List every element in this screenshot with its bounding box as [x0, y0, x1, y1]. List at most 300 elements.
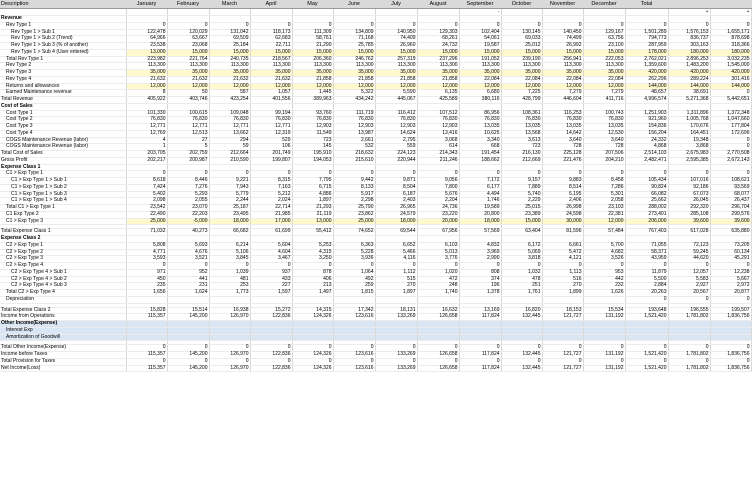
cell-value[interactable]: 27	[167, 137, 209, 144]
cell-value[interactable]: 108,361	[501, 110, 542, 117]
cell-value[interactable]	[625, 103, 668, 110]
row-label[interactable]: COGS Maintenance Revenue (labor)	[0, 144, 126, 151]
cell-value[interactable]: 6,652	[375, 242, 417, 249]
cell-value[interactable]: 4,886	[292, 191, 333, 198]
cell-value[interactable]	[126, 103, 167, 110]
cell-value[interactable]: 12,000	[333, 83, 375, 90]
cell-value[interactable]: 113,300	[375, 63, 417, 70]
cell-value[interactable]: 111,719	[333, 110, 375, 117]
cell-value[interactable]: 301,416	[710, 76, 751, 83]
cell-value[interactable]: 0	[459, 263, 501, 270]
row-label[interactable]: Returns and allowances	[0, 83, 126, 90]
column-header[interactable]: April	[250, 0, 292, 9]
cell-value[interactable]: 90,824	[625, 184, 668, 191]
cell-value[interactable]: 5,013	[417, 249, 459, 256]
cell-value[interactable]: 403,746	[167, 97, 209, 104]
cell-value[interactable]: 15,272	[250, 307, 292, 314]
cell-value[interactable]: 0	[167, 358, 209, 365]
cell-value[interactable]	[292, 296, 333, 303]
row-label[interactable]: Total Revenue	[0, 97, 126, 104]
cell-value[interactable]	[459, 321, 501, 328]
cell-value[interactable]: 836,737	[668, 36, 710, 43]
cell-value[interactable]: 5,106	[209, 249, 250, 256]
cell-value[interactable]: 25,012	[501, 43, 542, 50]
cell-value[interactable]: 0	[710, 144, 751, 151]
cell-value[interactable]	[542, 334, 583, 341]
cell-value[interactable]: 7,172	[459, 178, 501, 185]
cell-value[interactable]: 145,200	[167, 352, 209, 359]
cell-value[interactable]: 2,482,471	[625, 157, 668, 164]
cell-value[interactable]: 2,762,021	[625, 56, 668, 63]
cell-value[interactable]: 133,269	[375, 314, 417, 321]
cell-value[interactable]: 3,613	[501, 137, 542, 144]
cell-value[interactable]: 144,000	[625, 83, 668, 90]
cell-value[interactable]: 0	[167, 22, 209, 29]
cell-value[interactable]: 239,190	[501, 56, 542, 63]
cell-value[interactable]	[583, 296, 625, 303]
cell-value[interactable]: 2,675,983	[668, 151, 710, 158]
cell-value[interactable]	[167, 296, 209, 303]
cell-value[interactable]: 15,000	[333, 49, 375, 56]
cell-value[interactable]: 9,442	[333, 178, 375, 185]
cell-value[interactable]: 44,620	[668, 256, 710, 263]
cell-value[interactable]: 124,326	[292, 365, 333, 372]
row-label[interactable]: C2 > Exp Type 4	[0, 263, 126, 270]
cell-value[interactable]: 3,868	[668, 144, 710, 151]
cell-value[interactable]: 248	[417, 283, 459, 290]
cell-value[interactable]: 0	[417, 358, 459, 365]
cell-value[interactable]: 122,836	[250, 365, 292, 372]
cell-value[interactable]: 0	[583, 358, 625, 365]
cell-value[interactable]: 12,238	[710, 269, 751, 276]
cell-value[interactable]: 71,168	[333, 36, 375, 43]
cell-value[interactable]: 8,504	[375, 184, 417, 191]
cell-value[interactable]	[250, 164, 292, 171]
cell-value[interactable]: 92,186	[668, 184, 710, 191]
cell-value[interactable]: 0	[209, 171, 250, 178]
cell-value[interactable]: 210,590	[209, 157, 250, 164]
cell-value[interactable]: 5,693	[167, 242, 209, 249]
cell-value[interactable]: 126,970	[209, 352, 250, 359]
cell-value[interactable]: 0	[292, 345, 333, 352]
cell-value[interactable]: 35,000	[292, 70, 333, 77]
cell-value[interactable]: 12,000	[501, 83, 542, 90]
cell-value[interactable]: 441	[167, 276, 209, 283]
cell-value[interactable]: 3,467	[250, 256, 292, 263]
cell-value[interactable]: 0	[375, 345, 417, 352]
cell-value[interactable]: 21,293	[292, 205, 333, 212]
cell-value[interactable]: 0	[333, 358, 375, 365]
cell-value[interactable]: 144,000	[710, 83, 751, 90]
cell-value[interactable]: 253	[209, 283, 250, 290]
cell-value[interactable]: 0	[292, 22, 333, 29]
cell-value[interactable]: 131,192	[583, 352, 625, 359]
cell-value[interactable]: 952	[167, 269, 209, 276]
column-header[interactable]: October	[501, 0, 542, 9]
cell-value[interactable]	[501, 327, 542, 334]
cell-value[interactable]: 0	[459, 171, 501, 178]
cell-value[interactable]: 121,727	[542, 314, 583, 321]
cell-value[interactable]: 0	[710, 263, 751, 270]
cell-value[interactable]: 113,300	[167, 63, 209, 70]
row-label[interactable]: Earned Maintenance revenue	[0, 90, 126, 97]
cell-value[interactable]: 878	[292, 269, 333, 276]
cell-value[interactable]: 0	[501, 263, 542, 270]
cell-value[interactable]: 0	[209, 345, 250, 352]
cell-value[interactable]	[333, 321, 375, 328]
cell-value[interactable]: 12,771	[209, 124, 250, 131]
cell-value[interactable]	[583, 16, 625, 23]
cell-value[interactable]: 2,098	[126, 198, 167, 205]
cell-value[interactable]: 199,507	[710, 307, 751, 314]
cell-value[interactable]: 5,322	[333, 90, 375, 97]
cell-value[interactable]: 971	[126, 269, 167, 276]
cell-value[interactable]: 21,985	[250, 211, 292, 218]
cell-value[interactable]: 1,113	[542, 269, 583, 276]
cell-value[interactable]: 12,000	[459, 83, 501, 90]
cell-value[interactable]: 35,000	[375, 70, 417, 77]
cell-value[interactable]: 113,300	[209, 63, 250, 70]
cell-value[interactable]: 72,123	[668, 242, 710, 249]
cell-value[interactable]	[501, 164, 542, 171]
cell-value[interactable]: 9,883	[542, 178, 583, 185]
cell-value[interactable]: 5,779	[209, 191, 250, 198]
cell-value[interactable]: 3,969	[459, 249, 501, 256]
cell-value[interactable]: 21,858	[292, 76, 333, 83]
cell-value[interactable]: 35,000	[417, 70, 459, 77]
cell-value[interactable]: 3,640	[542, 137, 583, 144]
row-label[interactable]: C2 > Exp Type 4 > Sub 2	[0, 276, 126, 283]
cell-value[interactable]: 76,830	[459, 117, 501, 124]
cell-value[interactable]: 0	[250, 358, 292, 365]
row-label[interactable]: Rev Type 4	[0, 76, 126, 83]
cell-value[interactable]: 21,632	[250, 76, 292, 83]
cell-value[interactable]: 0	[668, 345, 710, 352]
cell-value[interactable]	[209, 321, 250, 328]
cell-value[interactable]: 21,858	[375, 76, 417, 83]
cell-value[interactable]: 1,005,768	[668, 117, 710, 124]
cell-value[interactable]: 0	[333, 171, 375, 178]
cell-value[interactable]: 9,221	[209, 178, 250, 185]
row-label[interactable]: Rev Type 1 > Sub 2 (Trend)	[0, 36, 126, 43]
cell-value[interactable]: 1,020	[417, 269, 459, 276]
cell-value[interactable]: 39,600	[668, 218, 710, 225]
cell-value[interactable]: 423,254	[209, 97, 250, 104]
cell-value[interactable]: 213	[292, 283, 333, 290]
cell-value[interactable]: 9,056	[417, 178, 459, 185]
cell-value[interactable]: 5,466	[375, 249, 417, 256]
cell-value[interactable]: 193,648	[625, 307, 668, 314]
cell-value[interactable]: 122,836	[250, 314, 292, 321]
cell-value[interactable]: 303,163	[668, 43, 710, 50]
cell-value[interactable]	[583, 327, 625, 334]
cell-value[interactable]: 428,799	[501, 97, 542, 104]
cell-value[interactable]: 18,153	[542, 307, 583, 314]
cell-value[interactable]: 0	[710, 22, 751, 29]
cell-value[interactable]	[417, 16, 459, 23]
cell-value[interactable]: 45,291	[710, 256, 751, 263]
cell-value[interactable]: 113,300	[417, 63, 459, 70]
cell-value[interactable]: 180,000	[710, 49, 751, 56]
cell-value[interactable]: 24,732	[417, 43, 459, 50]
cell-value[interactable]: 26,045	[668, 198, 710, 205]
cell-value[interactable]: 35,000	[209, 70, 250, 77]
cell-value[interactable]: 58,371	[625, 249, 668, 256]
cell-value[interactable]: 113,300	[542, 63, 583, 70]
cell-value[interactable]	[417, 164, 459, 171]
cell-value[interactable]	[126, 327, 167, 334]
cell-value[interactable]: 14,642	[542, 130, 583, 137]
cell-value[interactable]: 3,776	[417, 256, 459, 263]
cell-value[interactable]: 259	[333, 283, 375, 290]
cell-value[interactable]	[459, 334, 501, 341]
cell-value[interactable]: 1,372,348	[710, 110, 751, 117]
cell-value[interactable]: 131,042	[209, 29, 250, 36]
cell-value[interactable]: 7,943	[209, 184, 250, 191]
cell-value[interactable]: 93,760	[292, 110, 333, 117]
cell-value[interactable]: 222,053	[583, 56, 625, 63]
cell-value[interactable]: 4,771	[126, 249, 167, 256]
cell-value[interactable]: 73,205	[710, 242, 751, 249]
cell-value[interactable]: 195,910	[292, 151, 333, 158]
cell-value[interactable]: 0	[209, 358, 250, 365]
cell-value[interactable]: 40,273	[167, 229, 209, 236]
cell-value[interactable]: 0	[417, 171, 459, 178]
cell-value[interactable]: 1,897	[292, 198, 333, 205]
cell-value[interactable]: 232	[583, 283, 625, 290]
cell-value[interactable]: 6,363	[333, 242, 375, 249]
cell-value[interactable]: 69,544	[375, 229, 417, 236]
cell-value[interactable]: 0	[542, 358, 583, 365]
row-label[interactable]: Rev Type 1 > Sub 4 (User entered)	[0, 49, 126, 56]
cell-value[interactable]: 20,567	[668, 290, 710, 297]
row-label[interactable]: Total Expense Class 2	[0, 307, 126, 314]
cell-value[interactable]: 3,032,235	[710, 56, 751, 63]
cell-value[interactable]: 13,987	[333, 130, 375, 137]
row-label[interactable]: C1 > Exp Type 1 > Sub 2	[0, 184, 126, 191]
cell-value[interactable]: 2,661	[333, 137, 375, 144]
column-header[interactable]: September	[459, 0, 501, 9]
cell-value[interactable]: 76,830	[542, 117, 583, 124]
cell-value[interactable]: 0	[501, 345, 542, 352]
column-header[interactable]: July	[375, 0, 417, 9]
cell-value[interactable]	[459, 16, 501, 23]
cell-value[interactable]: 2,672,143	[710, 157, 751, 164]
cell-value[interactable]: 18,000	[375, 218, 417, 225]
cell-value[interactable]: 140,950	[375, 29, 417, 36]
cell-value[interactable]: 0	[625, 171, 668, 178]
cell-value[interactable]	[542, 164, 583, 171]
cell-value[interactable]	[501, 16, 542, 23]
cell-value[interactable]: 1,032	[501, 269, 542, 276]
cell-value[interactable]: 289,224	[668, 76, 710, 83]
cell-value[interactable]: 2,896,253	[668, 56, 710, 63]
cell-value[interactable]: 191,052	[459, 56, 501, 63]
column-header[interactable]: August	[417, 0, 459, 9]
cell-value[interactable]: 57,569	[459, 229, 501, 236]
cell-value[interactable]: 5,301	[583, 191, 625, 198]
cell-value[interactable]: 188,662	[459, 157, 501, 164]
cell-value[interactable]: 6,195	[542, 191, 583, 198]
cell-value[interactable]: 121,727	[542, 352, 583, 359]
cell-value[interactable]: 14,315	[292, 307, 333, 314]
cell-value[interactable]: 22,203	[167, 211, 209, 218]
cell-value[interactable]: 728	[542, 144, 583, 151]
cell-value[interactable]	[459, 103, 501, 110]
cell-value[interactable]: 25,662	[625, 198, 668, 205]
cell-value[interactable]	[209, 16, 250, 23]
cell-value[interactable]: 25,187	[209, 205, 250, 212]
cell-value[interactable]: 12,000	[292, 83, 333, 90]
cell-value[interactable]: 294	[209, 137, 250, 144]
cell-value[interactable]: 86,956	[459, 110, 501, 117]
cell-value[interactable]: 25,790	[333, 205, 375, 212]
cell-value[interactable]: 66,082	[625, 191, 668, 198]
cell-value[interactable]: 206,360	[292, 56, 333, 63]
cell-value[interactable]: 0	[625, 358, 668, 365]
row-label[interactable]: C1 > Exp Type 1 > Sub 4	[0, 198, 126, 205]
cell-value[interactable]: 492	[333, 276, 375, 283]
row-label[interactable]: C2 > Exp Type 4 > Sub 1	[0, 269, 126, 276]
cell-value[interactable]: 108,621	[710, 178, 751, 185]
cell-value[interactable]: 221,476	[542, 157, 583, 164]
cell-value[interactable]: 6,135	[417, 90, 459, 97]
cell-value[interactable]: 170,676	[668, 124, 710, 131]
cell-value[interactable]: 425,589	[417, 97, 459, 104]
cell-value[interactable]: 1,781,802	[668, 365, 710, 372]
cell-value[interactable]: 5,069	[501, 249, 542, 256]
cell-value[interactable]: 0	[668, 22, 710, 29]
cell-value[interactable]: 12,000	[375, 83, 417, 90]
cell-value[interactable]: 0	[583, 22, 625, 29]
row-label[interactable]: C1 Exp Type 2	[0, 211, 126, 218]
cell-value[interactable]: 12,000	[126, 83, 167, 90]
cell-value[interactable]: 12,000	[209, 83, 250, 90]
cell-value[interactable]: 1,597	[250, 290, 292, 297]
cell-value[interactable]: 2,024	[250, 198, 292, 205]
cell-value[interactable]: 6,715	[292, 184, 333, 191]
cell-value[interactable]: 794,773	[625, 36, 668, 43]
cell-value[interactable]: 76,830	[167, 117, 209, 124]
cell-value[interactable]: 532	[333, 144, 375, 151]
cell-value[interactable]: 12,000	[583, 83, 625, 90]
row-label[interactable]: Cost Type 2	[0, 117, 126, 124]
cell-value[interactable]: 318,366	[710, 43, 751, 50]
row-label[interactable]: Rev Type 2	[0, 63, 126, 70]
cell-value[interactable]: 74,652	[333, 229, 375, 236]
cell-value[interactable]	[333, 16, 375, 23]
cell-value[interactable]: 20,800	[459, 211, 501, 218]
cell-value[interactable]	[209, 296, 250, 303]
cell-value[interactable]: 22,084	[583, 76, 625, 83]
cell-value[interactable]: 529	[250, 137, 292, 144]
cell-value[interactable]: 420,000	[710, 70, 751, 77]
cell-value[interactable]: 6,177	[459, 184, 501, 191]
cell-value[interactable]: 1,624	[167, 290, 209, 297]
cell-value[interactable]: 129,167	[583, 29, 625, 36]
cell-value[interactable]: 0	[459, 345, 501, 352]
cell-value[interactable]: 206,000	[625, 218, 668, 225]
row-label[interactable]: Total Cost of Sales	[0, 151, 126, 158]
cell-value[interactable]: 76,830	[292, 117, 333, 124]
cell-value[interactable]: 19,589	[459, 205, 501, 212]
cell-value[interactable]: 19,587	[459, 43, 501, 50]
cell-value[interactable]: 35,000	[167, 70, 209, 77]
cell-value[interactable]: 15,000	[167, 49, 209, 56]
cell-value[interactable]: 133,269	[375, 365, 417, 372]
cell-value[interactable]: 0	[668, 358, 710, 365]
cell-value[interactable]: 76,830	[333, 117, 375, 124]
cell-value[interactable]: 35,000	[501, 70, 542, 77]
cell-value[interactable]: 100,615	[167, 110, 209, 117]
cell-value[interactable]: 2,770,508	[710, 151, 751, 158]
cell-value[interactable]: 113,300	[126, 63, 167, 70]
cell-value[interactable]: 60,134	[710, 249, 751, 256]
cell-value[interactable]: 76,830	[375, 117, 417, 124]
cell-value[interactable]: 0	[417, 263, 459, 270]
cell-value[interactable]: 201,749	[250, 151, 292, 158]
column-header[interactable]	[668, 0, 710, 9]
row-label[interactable]: C1 > Exp Type 1 > Sub 3	[0, 191, 126, 198]
cell-value[interactable]: 214,343	[417, 151, 459, 158]
cell-value[interactable]: 5,700	[583, 242, 625, 249]
cell-value[interactable]: 67,956	[417, 229, 459, 236]
cell-value[interactable]: 21,858	[333, 76, 375, 83]
cell-value[interactable]: 3,593	[126, 256, 167, 263]
cell-value[interactable]: 287,959	[625, 43, 668, 50]
column-header[interactable]: Total	[625, 0, 668, 9]
cell-value[interactable]: 69,033	[501, 36, 542, 43]
cell-value[interactable]: 1,501,289	[625, 29, 668, 36]
cell-value[interactable]: 12,057	[668, 269, 710, 276]
cell-value[interactable]: 3,640	[583, 137, 625, 144]
cell-value[interactable]: 221,764	[167, 56, 209, 63]
cell-value[interactable]: 2,055	[167, 198, 209, 205]
cell-value[interactable]	[710, 164, 751, 171]
cell-value[interactable]: 126,970	[209, 365, 250, 372]
cell-value[interactable]: 4,121	[542, 256, 583, 263]
cell-value[interactable]: 0	[625, 296, 668, 303]
cell-value[interactable]	[292, 334, 333, 341]
cell-value[interactable]: 13,662	[209, 130, 250, 137]
cell-value[interactable]: 6,187	[375, 191, 417, 198]
cell-value[interactable]: 13,000	[292, 218, 333, 225]
cell-value[interactable]	[126, 296, 167, 303]
cell-value[interactable]: 442	[583, 276, 625, 283]
cell-value[interactable]: 0	[375, 358, 417, 365]
cell-value[interactable]	[710, 334, 751, 341]
cell-value[interactable]: 434,242	[333, 97, 375, 104]
cell-value[interactable]	[583, 321, 625, 328]
cell-value[interactable]: 5,500	[625, 276, 668, 283]
cell-value[interactable]: 74,499	[542, 36, 583, 43]
cell-value[interactable]: 8,618	[126, 178, 167, 185]
cell-value[interactable]: 1,047,660	[710, 117, 751, 124]
cell-value[interactable]: 22,714	[250, 205, 292, 212]
cell-value[interactable]: 8,133	[333, 184, 375, 191]
cell-value[interactable]: 0	[333, 263, 375, 270]
cell-value[interactable]: 100,743	[583, 110, 625, 117]
cell-value[interactable]: 1,626	[583, 290, 625, 297]
cell-value[interactable]: 225,128	[542, 151, 583, 158]
cell-value[interactable]: 227	[250, 283, 292, 290]
cell-value[interactable]: 132,445	[501, 352, 542, 359]
cell-value[interactable]: 102,404	[459, 29, 501, 36]
cell-value[interactable]: 13,035	[542, 124, 583, 131]
column-header[interactable]: December	[583, 0, 625, 9]
cell-value[interactable]: 196	[459, 283, 501, 290]
column-header[interactable]: January	[126, 0, 167, 9]
